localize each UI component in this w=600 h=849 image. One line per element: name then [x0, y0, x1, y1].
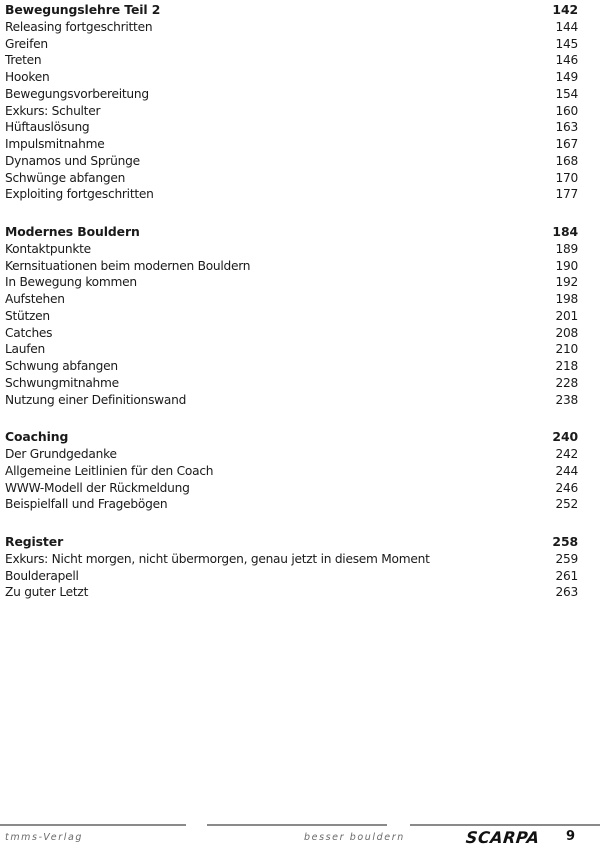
- section-title: Register: [5, 534, 64, 549]
- entry-label: WWW-Modell der Rückmeldung: [5, 480, 190, 495]
- entry-label: Schwung abfangen: [5, 359, 118, 373]
- entry-page: 208: [555, 325, 578, 340]
- toc-entry: [5, 274, 578, 291]
- toc-entry: [5, 551, 578, 568]
- entry-page: 192: [555, 275, 578, 290]
- entry-page: 146: [555, 53, 578, 68]
- toc-entry: [5, 480, 578, 497]
- toc-entry: [5, 496, 578, 513]
- entry-page: 168: [555, 153, 578, 168]
- entry-page: 198: [555, 292, 578, 306]
- toc-section: [5, 534, 578, 601]
- toc-entry: [5, 341, 578, 358]
- toc-entry: [5, 291, 578, 308]
- entry-label: Allgemeine Leitlinien für den Coach: [5, 463, 214, 478]
- toc-entry: [5, 69, 578, 86]
- footer-book-title: besser bouldern: [304, 832, 405, 843]
- entry-page: 189: [555, 241, 578, 256]
- entry-page: 261: [555, 568, 578, 583]
- toc-entry: [5, 186, 578, 203]
- toc-entry: [5, 463, 578, 480]
- toc-entry: [5, 308, 578, 325]
- entry-label: Hüftauslösung: [5, 120, 90, 135]
- entry-label: Exploiting fortgeschritten: [5, 187, 154, 202]
- table-of-contents: [5, 2, 578, 622]
- toc-entry: [5, 446, 578, 463]
- entry-page: 144: [555, 19, 578, 34]
- entry-label: Laufen: [5, 342, 45, 357]
- toc-section: [5, 429, 578, 513]
- section-page: 184: [552, 224, 578, 239]
- toc-section: [5, 2, 578, 203]
- entry-label: Greifen: [5, 36, 48, 51]
- toc-entry: [5, 358, 578, 375]
- page-number: 9: [566, 829, 576, 844]
- toc-entry: [5, 153, 578, 170]
- entry-page: 210: [555, 342, 578, 357]
- entry-page: 167: [555, 137, 578, 151]
- page-footer: [0, 818, 600, 849]
- toc-entry: [5, 170, 578, 187]
- entry-page: 177: [555, 187, 578, 202]
- entry-page: 228: [555, 375, 578, 390]
- entry-label: Dynamos und Sprünge: [5, 153, 140, 168]
- entry-label: In Bewegung kommen: [5, 275, 137, 290]
- toc-entry: [5, 584, 578, 601]
- toc-section-heading: [5, 429, 578, 446]
- entry-label: Kernsituationen beim modernen Bouldern: [5, 258, 251, 273]
- toc-entry: [5, 392, 578, 409]
- entry-page: 252: [555, 497, 578, 512]
- entry-page: 170: [555, 170, 578, 185]
- toc-entry: [5, 258, 578, 275]
- entry-label: Treten: [5, 53, 42, 68]
- section-page: 258: [552, 534, 578, 549]
- entry-label: Boulderapell: [5, 568, 79, 583]
- toc-entry: [5, 36, 578, 53]
- section-page: 240: [552, 429, 578, 445]
- entry-label: Exkurs: Schulter: [5, 103, 101, 118]
- entry-page: 263: [555, 585, 578, 600]
- entry-page: 163: [555, 120, 578, 135]
- toc-entry: [5, 103, 578, 120]
- section-title: Coaching: [5, 429, 69, 445]
- toc-entry: [5, 136, 578, 153]
- entry-page: 238: [555, 392, 578, 407]
- toc-entry: [5, 241, 578, 258]
- entry-page: 154: [555, 86, 578, 101]
- footer-rule-right: [410, 824, 600, 826]
- toc-entry: [5, 325, 578, 342]
- toc-section-heading: [5, 224, 578, 241]
- entry-label: Schwünge abfangen: [5, 170, 126, 185]
- footer-rule-left: [0, 824, 186, 826]
- toc-entry: [5, 568, 578, 585]
- toc-section-heading: [5, 534, 578, 551]
- section-title: Modernes Bouldern: [5, 224, 140, 239]
- toc-entry: [5, 19, 578, 36]
- toc-entry: [5, 119, 578, 136]
- entry-label: Exkurs: Nicht morgen, nicht übermorgen, genau jetzt in diesem Moment: [5, 551, 430, 566]
- entry-page: 246: [555, 480, 578, 495]
- entry-label: Nutzung einer Definitionswand: [5, 392, 187, 407]
- toc-entry: [5, 52, 578, 69]
- entry-label: Kontaktpunkte: [5, 241, 91, 256]
- entry-label: Beispielfall und Fragebögen: [5, 497, 168, 512]
- entry-label: Bewegungsvorbereitung: [5, 86, 149, 101]
- entry-page: 259: [555, 551, 578, 566]
- entry-page: 190: [555, 258, 578, 273]
- entry-label: Aufstehen: [5, 292, 65, 306]
- entry-label: Zu guter Letzt: [5, 585, 89, 600]
- entry-label: Hooken: [5, 70, 50, 84]
- entry-page: 218: [555, 359, 578, 373]
- scarpa-logo: SCARPA: [465, 828, 541, 847]
- toc-section: [5, 224, 578, 408]
- entry-page: 160: [555, 103, 578, 118]
- section-page: 142: [552, 2, 578, 17]
- entry-label: Releasing fortgeschritten: [5, 19, 153, 34]
- entry-page: 242: [555, 447, 578, 461]
- entry-page: 244: [555, 463, 578, 478]
- toc-entry: [5, 86, 578, 103]
- entry-label: Schwungmitnahme: [5, 375, 119, 390]
- entry-label: Stützen: [5, 308, 50, 323]
- entry-label: Catches: [5, 325, 53, 340]
- entry-label: Impulsmitnahme: [5, 137, 105, 151]
- entry-page: 149: [555, 70, 578, 84]
- footer-rule-middle: [207, 824, 387, 826]
- section-title: Bewegungslehre Teil 2: [5, 2, 161, 17]
- toc-section-heading: [5, 2, 578, 19]
- entry-page: 145: [555, 36, 578, 51]
- entry-page: 201: [555, 308, 578, 323]
- toc-entry: [5, 375, 578, 392]
- entry-label: Der Grundgedanke: [5, 447, 117, 461]
- footer-publisher: tmms-Verlag: [5, 832, 84, 843]
